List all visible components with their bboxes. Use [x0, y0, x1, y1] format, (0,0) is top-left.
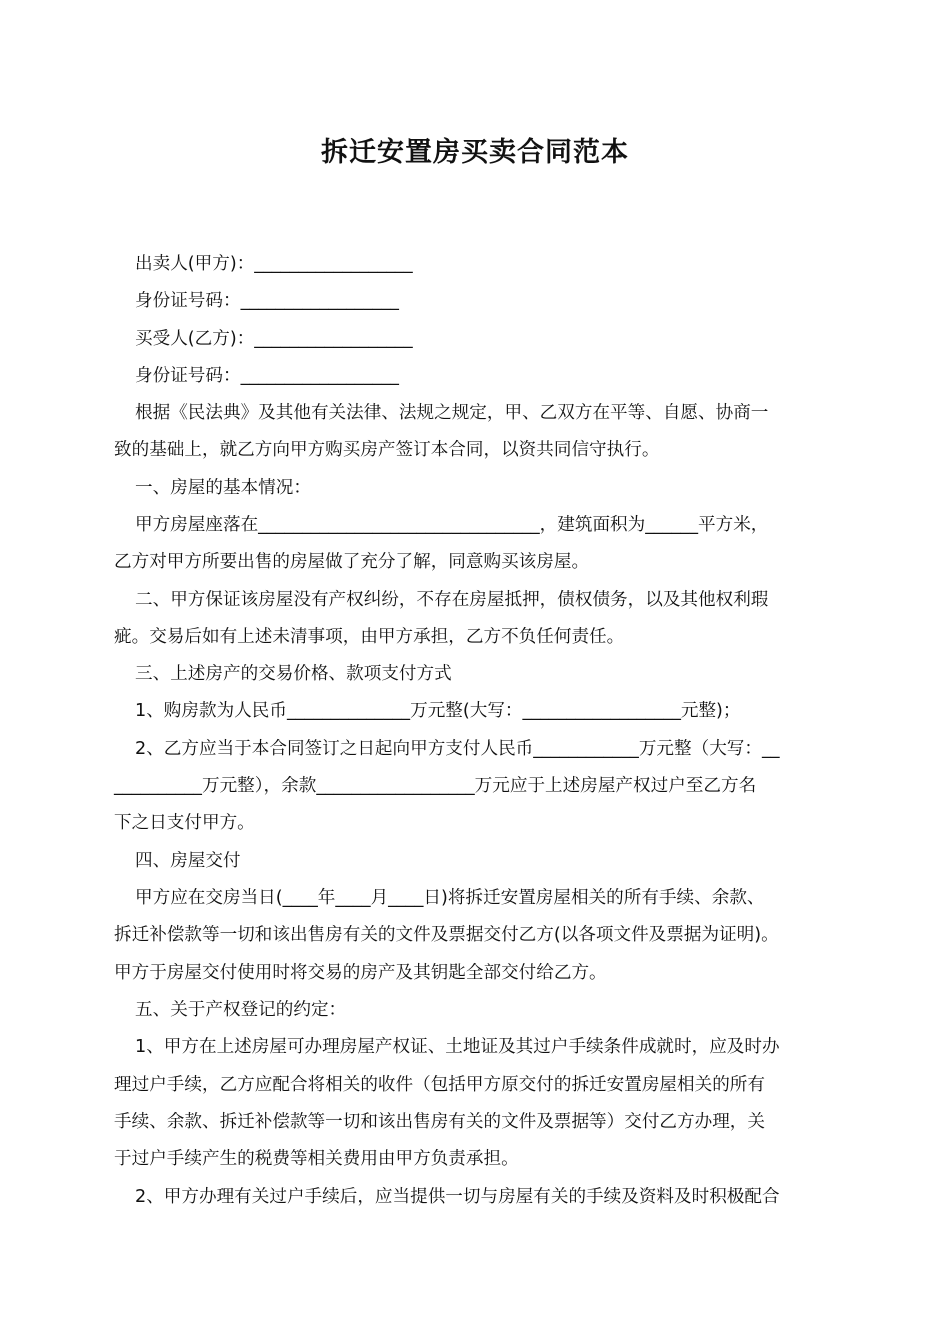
- section-heading: 三、上述房产的交易价格、款项支付方式: [135, 664, 452, 684]
- paragraph-line: 拆迁补偿款等一切和该出售房有关的文件及票据交付乙方(以各项文件及票据为证明)。: [114, 925, 779, 945]
- section-heading: 四、房屋交付: [135, 851, 241, 871]
- seller-line: 出卖人(甲方)：__________________: [135, 254, 413, 274]
- paragraph-line: 乙方对甲方所要出售的房屋做了充分了解，同意购买该房屋。: [114, 552, 590, 572]
- paragraph-line: 根据《民法典》及其他有关法律、法规之规定，甲、乙双方在平等、自愿、协商一: [135, 403, 769, 423]
- section-heading: 二、甲方保证该房屋没有产权纠纷，不存在房屋抵押，债权债务，以及其他权利瑕: [135, 590, 769, 610]
- paragraph-line: 2、乙方应当于本合同签订之日起向甲方支付人民币____________万元整（大写：__: [135, 739, 780, 759]
- buyer-line: 买受人(乙方)：__________________: [135, 329, 413, 349]
- section-heading: 一、房屋的基本情况：: [135, 478, 311, 498]
- document-title: 拆迁安置房买卖合同范本: [321, 137, 629, 168]
- paragraph-line: 1、甲方在上述房屋可办理房屋产权证、土地证及其过户手续条件成就时，应及时办: [135, 1037, 780, 1057]
- paragraph-line: 1、购房款为人民币______________万元整(大写：__________________元整)；: [135, 701, 741, 721]
- paragraph-line: 甲方于房屋交付使用时将交易的房产及其钥匙全部交付给乙方。: [114, 963, 607, 983]
- paragraph-line: 理过户手续，乙方应配合将相关的收件（包括甲方原交付的拆迁安置房屋相关的所有: [114, 1075, 765, 1095]
- buyer-id-line: 身份证号码：__________________: [135, 366, 399, 386]
- section-heading: 五、关于产权登记的约定：: [135, 1000, 347, 1020]
- paragraph-line: 2、甲方办理有关过户手续后，应当提供一切与房屋有关的手续及资料及时积极配合: [135, 1187, 780, 1207]
- paragraph-line: 甲方应在交房当日(____年____月____日)将拆迁安置房屋相关的所有手续、余款、: [135, 888, 765, 908]
- paragraph-line: 甲方房屋座落在________________________________，建筑面积为______平方米，: [135, 515, 769, 535]
- paragraph-line: 手续、余款、拆迁补偿款等一切和该出售房有关的文件及票据等）交付乙方办理，关: [114, 1112, 765, 1132]
- seller-id-line: 身份证号码：__________________: [135, 291, 399, 311]
- paragraph-line: 下之日支付甲方。: [114, 813, 255, 833]
- paragraph-line: 致的基础上，就乙方向甲方购买房产签订本合同，以资共同信守执行。: [114, 440, 660, 460]
- paragraph-line: 疵。交易后如有上述未清事项，由甲方承担，乙方不负任何责任。: [114, 627, 625, 647]
- paragraph-line: 于过户手续产生的税费等相关费用由甲方负责承担。: [114, 1149, 519, 1169]
- paragraph-line: __________万元整），余款__________________万元应于上述房屋产权过户至乙方名: [114, 776, 757, 796]
